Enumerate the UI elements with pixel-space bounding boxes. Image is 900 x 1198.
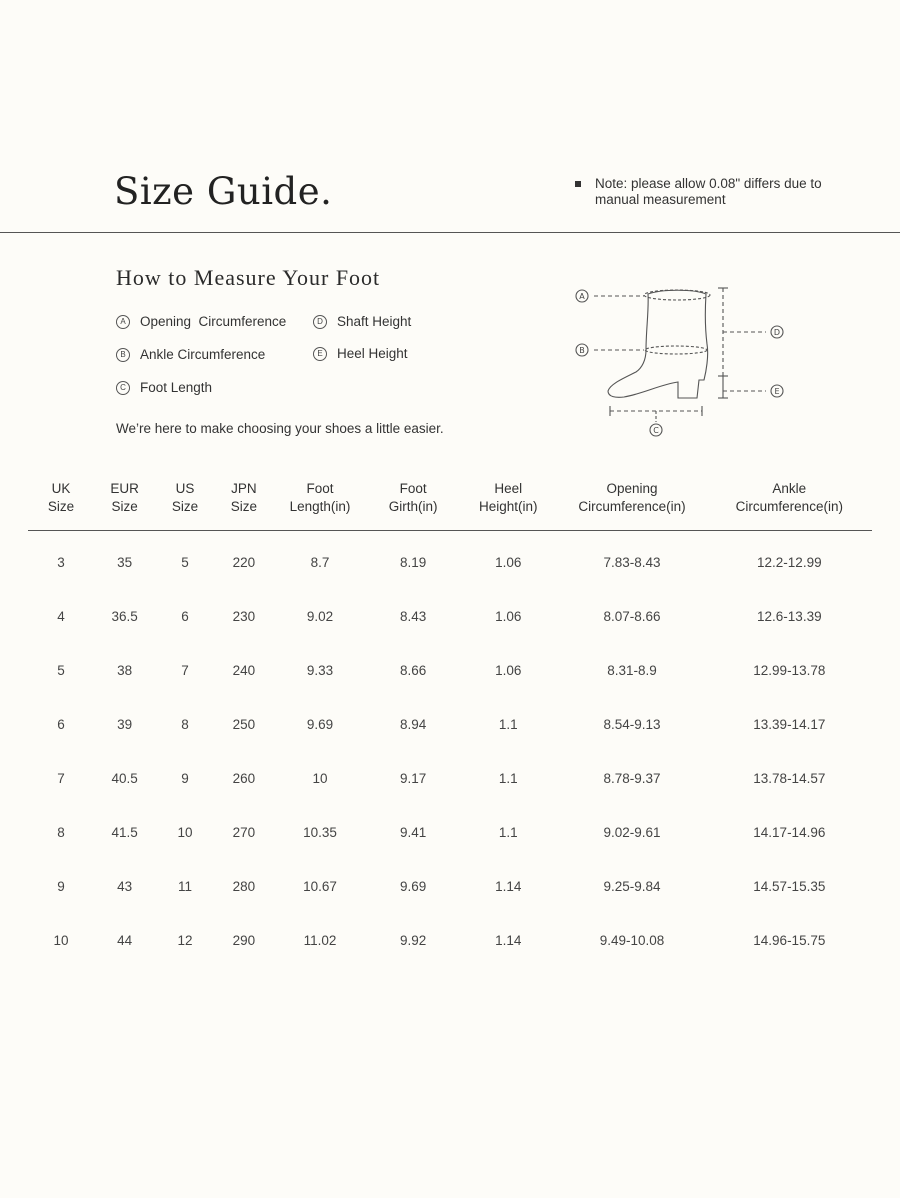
circle-e-icon: E [313, 347, 327, 361]
table-cell: 8 [181, 716, 189, 732]
column-header-line: UK [51, 481, 71, 496]
column-header-line: Opening [606, 481, 658, 496]
table-cell: 280 [232, 878, 256, 894]
table-cell: 8.31-8.9 [607, 662, 657, 678]
table-cell: 1.06 [495, 608, 522, 624]
table-cell: 240 [232, 662, 256, 678]
table-cell: 10.67 [303, 878, 337, 894]
column-header [215, 476, 273, 531]
table-cell: 220 [232, 554, 256, 570]
table-cell: 3 [57, 554, 65, 570]
table-cell: 10 [312, 770, 328, 786]
diagram-label-d: D [773, 328, 781, 337]
column-header-line: Size [171, 499, 199, 514]
table-cell: 8.78-9.37 [603, 770, 661, 786]
column-header-line: Circumference(in) [578, 499, 686, 514]
column-header-line: JPN [231, 481, 257, 496]
column-header-line: Size [47, 499, 75, 514]
legend-opening-circumference [116, 314, 286, 329]
boot-icon [608, 290, 708, 398]
table-cell: 9.17 [400, 770, 427, 786]
header-divider [0, 232, 900, 233]
table-cell: 5 [57, 662, 65, 678]
table-row [28, 589, 872, 643]
table-cell: 8.43 [400, 608, 427, 624]
legend-label: Foot Length [140, 380, 213, 395]
table-cell: 14.17-14.96 [753, 824, 826, 840]
table-cell: 7 [181, 662, 189, 678]
table-cell: 1.14 [495, 932, 522, 948]
table-cell: 7.83-8.43 [603, 554, 661, 570]
table-cell: 9 [57, 878, 65, 894]
table-cell: 12.2-12.99 [757, 554, 822, 570]
table-cell: 10.35 [303, 824, 337, 840]
table-cell: 9.25-9.84 [603, 878, 661, 894]
legend-heel-height [313, 346, 408, 361]
table-header-row [28, 476, 872, 531]
table-cell: 36.5 [111, 608, 138, 624]
legend-ankle-circumference [116, 347, 265, 362]
table-cell: 9.33 [306, 662, 334, 678]
note-text: Note: please allow 0.08" differs due to manual measurement [595, 176, 822, 207]
table-row [28, 643, 872, 697]
table-cell: 5 [181, 554, 189, 570]
table-row [28, 913, 872, 967]
boot-measurement-diagram [572, 280, 792, 442]
column-header-line: Girth(in) [388, 499, 438, 514]
table-cell: 9.69 [400, 878, 427, 894]
table-cell: 8.07-8.66 [603, 608, 661, 624]
table-cell: 290 [232, 932, 256, 948]
table-cell: 1.1 [498, 716, 518, 732]
column-header [367, 476, 459, 531]
table-cell: 12.6-13.39 [757, 608, 822, 624]
column-header-line: Size [111, 499, 138, 514]
diagram-label-c: C [653, 426, 659, 435]
table-row [28, 859, 872, 913]
table-cell: 38 [117, 662, 133, 678]
table-cell: 9.02-9.61 [603, 824, 661, 840]
column-header [155, 476, 215, 531]
bullet-square-icon [575, 181, 581, 187]
table-cell: 43 [117, 878, 133, 894]
size-table [28, 476, 872, 967]
table-cell: 1.06 [495, 662, 522, 678]
table-cell: 9.69 [306, 716, 334, 732]
tagline: We’re here to make choosing your shoes a little easier. [116, 421, 444, 436]
table-cell: 8.94 [400, 716, 427, 732]
table-cell: 9 [181, 770, 189, 786]
column-header-line: Ankle [772, 481, 807, 496]
column-header-line: Circumference(in) [735, 499, 843, 514]
table-cell: 260 [232, 770, 256, 786]
column-header-line: EUR [110, 481, 139, 496]
legend-label: Ankle Circumference [140, 347, 266, 362]
table-cell: 9.49-10.08 [599, 932, 665, 948]
table-cell: 12.99-13.78 [753, 662, 826, 678]
table-row [28, 751, 872, 805]
legend-shaft-height [313, 314, 411, 329]
table-cell: 9.92 [400, 932, 427, 948]
table-cell: 10 [53, 932, 69, 948]
table-cell: 1.14 [495, 878, 522, 894]
table-row [28, 805, 872, 859]
table-cell: 40.5 [111, 770, 138, 786]
table-cell: 13.39-14.17 [753, 716, 826, 732]
table-cell: 9.41 [400, 824, 427, 840]
table-cell: 14.96-15.75 [753, 932, 826, 948]
column-header [707, 476, 872, 531]
column-header-line: Size [230, 499, 257, 514]
circle-c-icon: C [116, 381, 130, 395]
table-cell: 11 [178, 878, 193, 894]
legend-foot-length [116, 380, 212, 395]
column-header-line: US [175, 481, 195, 496]
column-header-line: Heel [494, 481, 523, 496]
table-cell: 10 [177, 824, 193, 840]
table-cell: 11.02 [303, 932, 337, 948]
table-cell: 270 [232, 824, 256, 840]
table-cell: 41.5 [111, 824, 138, 840]
table-cell: 1.1 [498, 824, 518, 840]
legend-label: Opening Circumference [140, 314, 287, 329]
table-cell: 7 [57, 770, 65, 786]
table-cell: 6 [181, 608, 189, 624]
column-header-line: Foot [306, 481, 334, 496]
table-row [28, 531, 872, 590]
table-cell: 13.78-14.57 [753, 770, 826, 786]
column-header-line: Foot [399, 481, 427, 496]
diagram-label-a: A [579, 292, 585, 301]
table-cell: 8.19 [400, 554, 427, 570]
circle-b-icon: B [116, 348, 130, 362]
table-cell: 6 [57, 716, 65, 732]
table-cell: 35 [117, 554, 133, 570]
table-cell: 8 [57, 824, 65, 840]
legend-label: Shaft Height [337, 314, 412, 329]
table-cell: 44 [117, 932, 133, 948]
table-row [28, 697, 872, 751]
column-header-line: Height(in) [479, 499, 538, 514]
table-cell: 250 [232, 716, 256, 732]
column-header [557, 476, 706, 531]
column-header-line: Length(in) [289, 499, 351, 514]
column-header [273, 476, 367, 531]
diagram-label-e: E [774, 387, 780, 396]
column-header [94, 476, 155, 531]
page-title: Size Guide. [114, 170, 333, 213]
table-cell: 12 [177, 932, 193, 948]
legend-label: Heel Height [337, 346, 408, 361]
table-cell: 8.54-9.13 [603, 716, 661, 732]
measurement-note [575, 176, 825, 208]
table-cell: 230 [232, 608, 256, 624]
circle-a-icon: A [116, 315, 130, 329]
measure-section-title: How to Measure Your Foot [116, 265, 381, 290]
table-cell: 1.1 [498, 770, 518, 786]
table-body [28, 531, 872, 968]
circle-d-icon: D [313, 315, 327, 329]
column-header [28, 476, 94, 531]
table-cell: 14.57-15.35 [753, 878, 826, 894]
table-cell: 9.02 [306, 608, 334, 624]
table-cell: 8.66 [400, 662, 427, 678]
table-cell: 4 [57, 608, 65, 624]
diagram-label-b: B [579, 346, 585, 355]
table-cell: 39 [117, 716, 133, 732]
table-cell: 1.06 [495, 554, 522, 570]
column-header [459, 476, 557, 531]
table-cell: 8.7 [310, 554, 330, 570]
